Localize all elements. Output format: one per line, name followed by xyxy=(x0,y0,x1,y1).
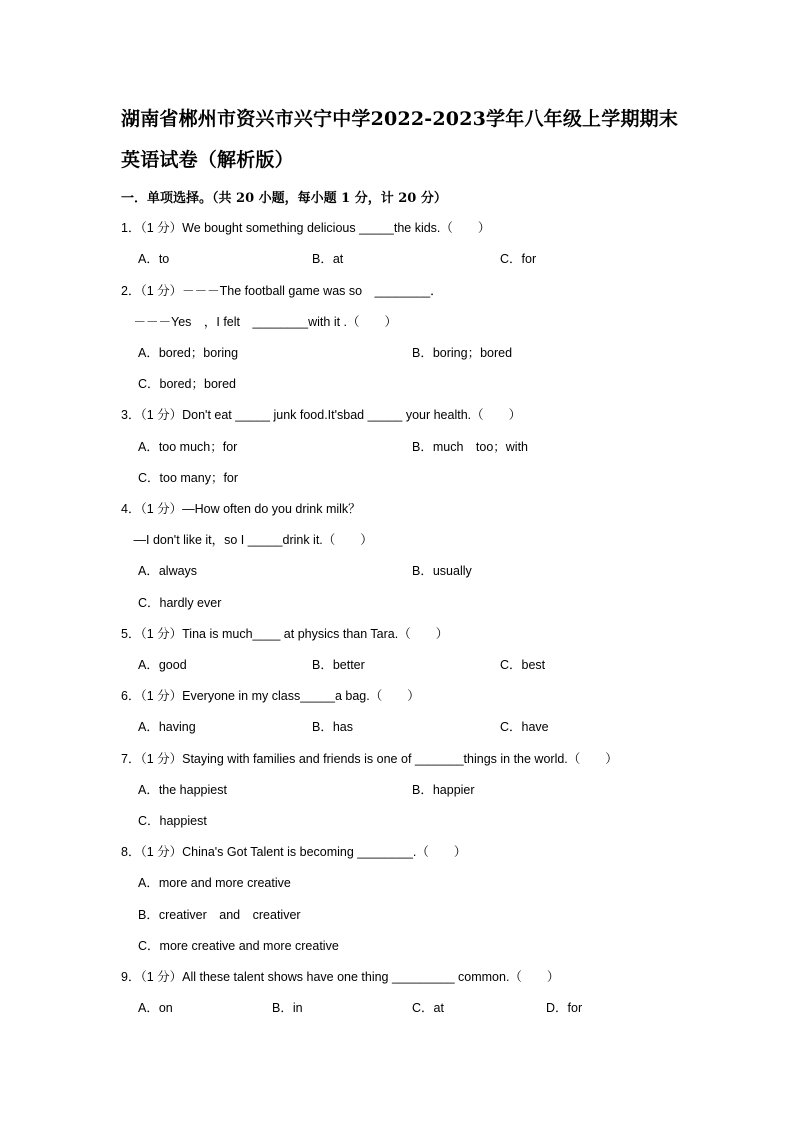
question-5-option-b: B．better xyxy=(312,658,365,672)
question-8-stem: 8．（1 分）China's Got Talent is becoming ________.（ ） xyxy=(121,845,467,859)
question-4-stem: 4．（1 分）—How often do you drink milk？ xyxy=(121,502,361,516)
title-line-2: 英语试卷（解析版） xyxy=(121,149,294,171)
question-1-option-a: A．to xyxy=(138,252,170,266)
question-3-option-b: B．much too；with xyxy=(412,440,529,454)
question-2-stem-line-2: －－－Yes ，I felt ________with it .（ ） xyxy=(121,315,398,329)
question-6-stem: 6．（1 分）Everyone in my class_____a bag.（ ） xyxy=(121,689,420,703)
question-3-option-a: A．too much；for xyxy=(138,440,238,454)
question-8-option-b: B．creativer and creativer xyxy=(138,908,301,922)
question-9-stem: 9．（1 分）All these talent shows have one thing _________ common.（ ） xyxy=(121,970,560,984)
question-9-option-c: C．at xyxy=(412,1001,444,1015)
question-7-option-c: C．happiest xyxy=(138,814,207,828)
question-5-stem: 5．（1 分）Tina is much____ at physics than Tara.（ ） xyxy=(121,627,449,641)
question-4-option-b: B．usually xyxy=(412,564,472,578)
question-9-option-d: D．for xyxy=(546,1001,583,1015)
question-2-option-c: C．bored；bored xyxy=(138,377,236,391)
question-1-stem: 1．（1 分）We bought something delicious _____the kids.（ ） xyxy=(121,221,491,235)
question-3-option-c: C．too many；for xyxy=(138,471,239,485)
question-2-option-a: A．bored；boring xyxy=(138,346,239,360)
question-9-option-b: B．in xyxy=(272,1001,303,1015)
question-5-option-a: A．good xyxy=(138,658,187,672)
question-5-option-c: C．best xyxy=(500,658,546,672)
question-4-option-c: C．hardly ever xyxy=(138,596,222,610)
question-1-option-b: B．at xyxy=(312,252,344,266)
question-1-option-c: C．for xyxy=(500,252,537,266)
question-2-stem: 2．（1 分）－－－The football game was so ________． xyxy=(121,284,443,298)
question-9-option-a: A．on xyxy=(138,1001,173,1015)
question-6-option-c: C．have xyxy=(500,720,549,734)
question-7-option-a: A．the happiest xyxy=(138,783,227,797)
question-6-option-b: B．has xyxy=(312,720,353,734)
question-2-option-b: B．boring；bored xyxy=(412,346,513,360)
question-8-option-c: C．more creative and more creative xyxy=(138,939,339,953)
question-3-stem: 3．（1 分）Don't eat _____ junk food.It'sbad _____ your health.（ ） xyxy=(121,408,522,422)
question-7-stem: 7．（1 分）Staying with families and friends is one of _______things in the world.（ ） xyxy=(121,752,618,766)
question-6-option-a: A．having xyxy=(138,720,196,734)
question-4-stem-line-2: —I don't like it，so I _____drink it.（ ） xyxy=(121,533,373,547)
question-7-option-b: B．happier xyxy=(412,783,475,797)
title-line-1: 湖南省郴州市资兴市兴宁中学2022-2023学年八年级上学期期末 xyxy=(121,108,679,130)
question-8-option-a: A．more and more creative xyxy=(138,876,291,890)
question-4-option-a: A．always xyxy=(138,564,198,578)
section-heading: 一．单项选择。（共 20 小题，每小题 1 分，计 20 分） xyxy=(121,191,447,206)
